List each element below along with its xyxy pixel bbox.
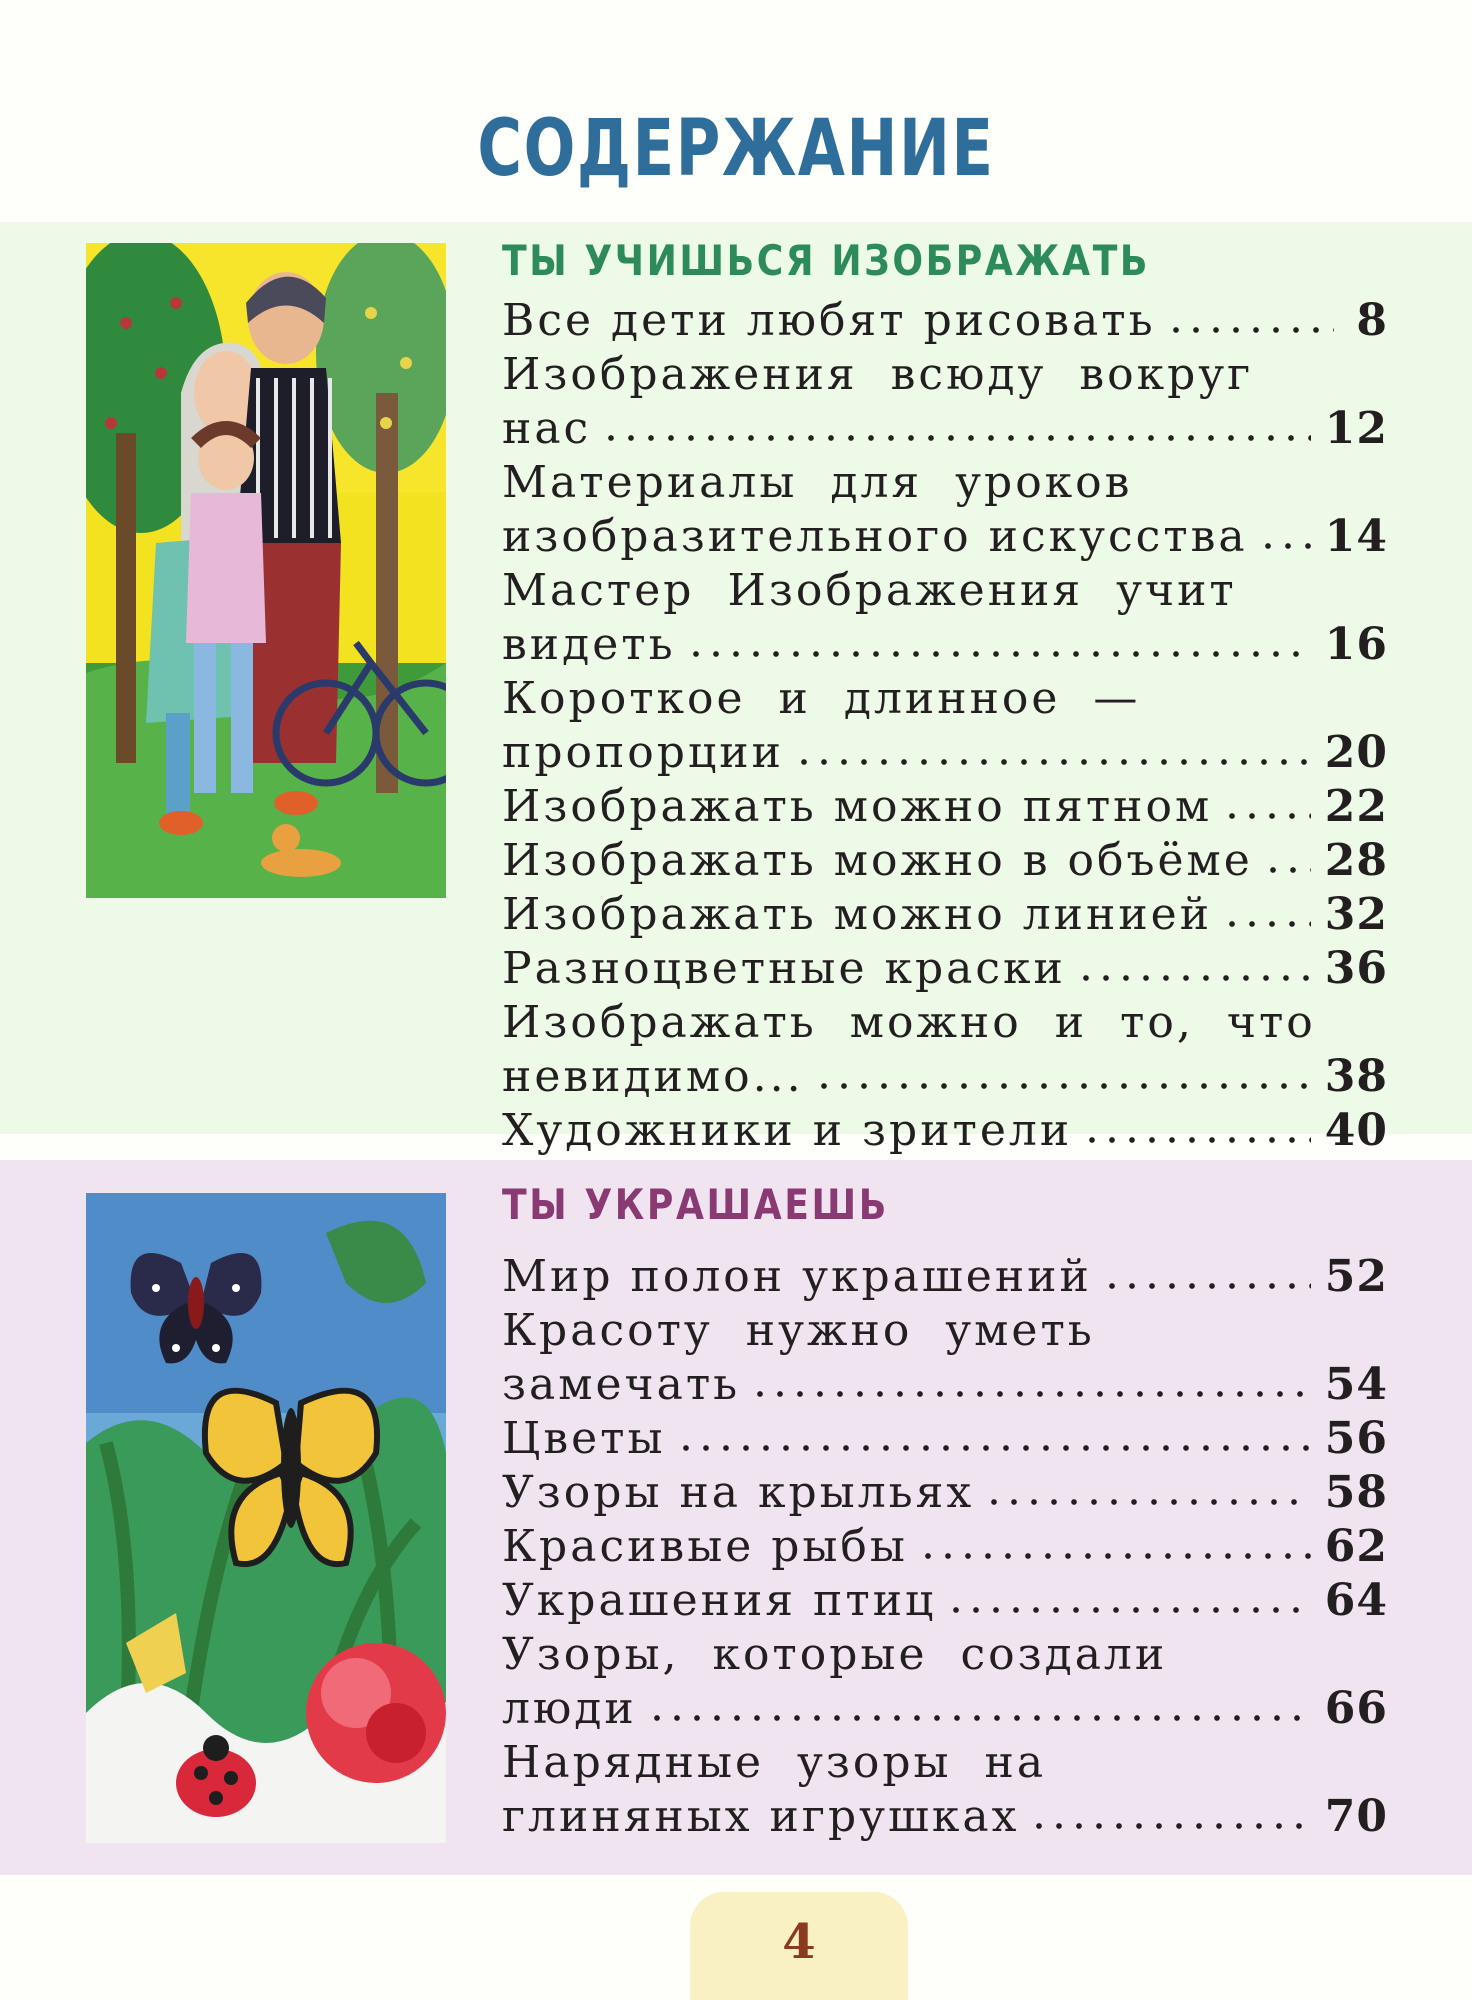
toc-entry-line [502, 726, 1388, 780]
toc-entry-text: нас [502, 403, 592, 454]
dot-leader [750, 1389, 1311, 1399]
toc-entry-text: Изображать можно и то, что [502, 997, 1316, 1048]
toc-entry-text: видеть [502, 619, 676, 670]
toc-entry-text: замечать [502, 1359, 741, 1410]
toc-entry-text: Красоту нужно уметь [502, 1305, 1095, 1356]
page-title: СОДЕРЖАНИЕ [477, 104, 995, 194]
dot-leader [1076, 973, 1311, 983]
toc-entry-line [502, 780, 1388, 834]
toc-entry [502, 564, 1388, 672]
toc-entry-line [502, 1466, 1388, 1520]
section-title-2: ТЫ УКРАШАЕШЬ [502, 1180, 889, 1229]
toc-entry-line [502, 834, 1388, 888]
illustration-butterflies-painting [86, 1193, 446, 1843]
toc-entry [502, 1736, 1388, 1844]
toc-entry-line [502, 942, 1388, 996]
toc-page-number: 40 [1324, 1105, 1388, 1156]
toc-page-number: 8 [1356, 295, 1388, 346]
toc-entry-line [502, 1574, 1388, 1628]
illustration-family-painting [86, 243, 446, 898]
toc-entry-text: Изображения всюду вокруг [502, 349, 1254, 400]
toc-entry [502, 888, 1388, 942]
toc-entry-text: Короткое и длинное — [502, 673, 1141, 724]
toc-entry [502, 1466, 1388, 1520]
toc-entry [502, 1628, 1388, 1736]
toc-entry-line [502, 1412, 1388, 1466]
toc-entry-line [502, 1520, 1388, 1574]
toc-entry-line [502, 996, 1388, 1050]
toc-page-number: 38 [1324, 1051, 1388, 1102]
toc-page-number: 28 [1324, 835, 1388, 886]
dot-leader [1222, 811, 1311, 821]
toc-entry-line [502, 1628, 1388, 1682]
toc-entry-line [502, 1304, 1388, 1358]
toc-entry-text: Изображать можно пятном [502, 781, 1213, 832]
toc-entry-text: Узоры, которые создали [502, 1629, 1168, 1680]
toc-list-section-2 [502, 1250, 1388, 1844]
toc-entry [502, 1104, 1388, 1158]
toc-entry [502, 834, 1388, 888]
toc-entry [502, 294, 1388, 348]
toc-entry [502, 1520, 1388, 1574]
dot-leader [1082, 1135, 1311, 1145]
toc-entry-text: изобразительного искусства [502, 511, 1248, 562]
dot-leader [1263, 865, 1311, 875]
toc-entry-text: Украшения птиц [502, 1575, 937, 1626]
toc-entry-text: Все дети любят рисовать [502, 295, 1156, 346]
toc-entry-text: люди [502, 1683, 637, 1734]
toc-entry-text: глиняных игрушках [502, 1791, 1020, 1842]
toc-page-number: 20 [1324, 727, 1388, 778]
page-number-tab [690, 1892, 908, 2000]
toc-page-number: 16 [1324, 619, 1388, 670]
dot-leader [676, 1443, 1311, 1453]
toc-entry-line [502, 294, 1388, 348]
toc-entry-line [502, 456, 1388, 510]
toc-entry [502, 672, 1388, 780]
toc-page-number: 62 [1324, 1521, 1388, 1572]
dot-leader [794, 757, 1311, 767]
toc-page-number: 32 [1324, 889, 1388, 940]
toc-entry-text: Нарядные узоры на [502, 1737, 1047, 1788]
dot-leader [1102, 1281, 1311, 1291]
toc-entry-line [502, 402, 1388, 456]
dot-leader [1258, 541, 1311, 551]
toc-entry [502, 456, 1388, 564]
toc-page-number: 22 [1324, 781, 1388, 832]
toc-entry-line [502, 672, 1388, 726]
toc-entry-line [502, 1736, 1388, 1790]
toc-entry-text: Изображать можно линией [502, 889, 1213, 940]
toc-entry-line [502, 1682, 1388, 1736]
toc-entry-line [502, 348, 1388, 402]
toc-entry-text: пропорции [502, 727, 784, 778]
toc-entry-line [502, 888, 1388, 942]
toc-entry-line [502, 510, 1388, 564]
toc-entry-line [502, 1104, 1388, 1158]
toc-entry-line [502, 1250, 1388, 1304]
dot-leader [946, 1605, 1310, 1615]
toc-entry-text: невидимо... [502, 1051, 804, 1102]
toc-entry [502, 996, 1388, 1104]
toc-entry [502, 1304, 1388, 1412]
dot-leader [1222, 919, 1311, 929]
toc-entry-line [502, 618, 1388, 672]
toc-entry [502, 348, 1388, 456]
toc-page-number: 54 [1324, 1359, 1388, 1410]
toc-page-number: 14 [1324, 511, 1388, 562]
toc-page-number: 64 [1324, 1575, 1388, 1626]
dot-leader [814, 1081, 1311, 1091]
toc-page-number: 52 [1324, 1251, 1388, 1302]
dot-leader [601, 433, 1311, 443]
toc-entry-text: Материалы для уроков [502, 457, 1133, 508]
toc-entry [502, 1412, 1388, 1466]
toc-entry-text: Красивые рыбы [502, 1521, 908, 1572]
toc-page-number: 70 [1324, 1791, 1388, 1842]
section-title-1: ТЫ УЧИШЬСЯ ИЗОБРАЖАТЬ [502, 236, 1151, 285]
toc-page-number: 58 [1324, 1467, 1388, 1518]
toc-entry-text: Мир полон украшений [502, 1251, 1092, 1302]
toc-list-section-1 [502, 294, 1388, 1158]
toc-page-number: 36 [1324, 943, 1388, 994]
toc-page-number: 56 [1324, 1413, 1388, 1464]
toc-entry-line [502, 1358, 1388, 1412]
toc-entry [502, 1250, 1388, 1304]
dot-leader [918, 1551, 1311, 1561]
toc-entry [502, 942, 1388, 996]
dot-leader [1166, 325, 1334, 335]
toc-entry-line [502, 1050, 1388, 1104]
dot-leader [686, 649, 1311, 659]
toc-page-number: 66 [1324, 1683, 1388, 1734]
toc-page-number: 12 [1324, 403, 1388, 454]
dot-leader [647, 1713, 1311, 1723]
toc-entry-line [502, 564, 1388, 618]
toc-entry-text: Мастер Изображения учит [502, 565, 1237, 616]
page-number: 4 [782, 1914, 816, 1970]
toc-entry [502, 780, 1388, 834]
toc-entry-text: Изображать можно в объёме [502, 835, 1253, 886]
dot-leader [984, 1497, 1311, 1507]
toc-entry-text: Художники и зрители [502, 1105, 1073, 1156]
toc-entry-text: Цветы [502, 1413, 666, 1464]
toc-entry [502, 1574, 1388, 1628]
toc-entry-line [502, 1790, 1388, 1844]
toc-entry-text: Узоры на крыльях [502, 1467, 975, 1518]
dot-leader [1029, 1821, 1310, 1831]
toc-entry-text: Разноцветные краски [502, 943, 1066, 994]
